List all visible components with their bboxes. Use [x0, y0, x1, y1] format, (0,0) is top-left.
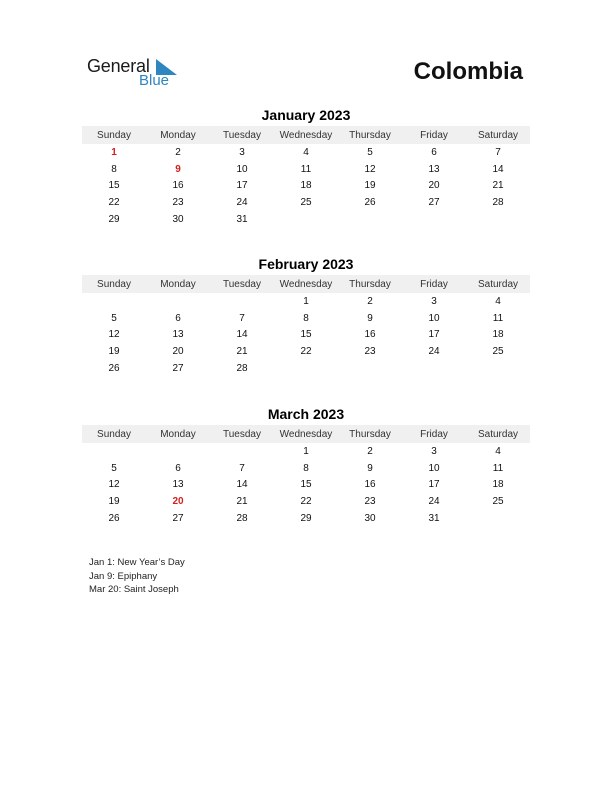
day-cell: 23	[172, 197, 184, 209]
day-cell: 11	[492, 462, 504, 474]
day-cell: 10	[428, 462, 440, 474]
day-cell: 25	[300, 197, 312, 209]
day-cell: 17	[428, 329, 440, 341]
week-row	[82, 161, 530, 178]
day-cell: 21	[492, 180, 504, 192]
logo-blue-text: Blue	[139, 72, 170, 89]
day-cell: 8	[303, 462, 309, 474]
week-row	[82, 211, 530, 228]
week-row	[82, 493, 530, 510]
weekday-label: Tuesday	[223, 428, 261, 440]
day-cell: 22	[300, 496, 312, 508]
logo	[87, 56, 187, 92]
day-cell: 30	[364, 513, 376, 525]
week-row	[82, 443, 530, 460]
month-calendar-january	[82, 106, 530, 228]
day-cell: 6	[431, 146, 437, 158]
day-cell: 16	[172, 180, 184, 192]
holiday-entry: Mar 20: Saint Joseph	[89, 584, 179, 595]
day-cell: 17	[428, 479, 440, 491]
weekday-label: Wednesday	[279, 129, 333, 141]
week-row	[82, 460, 530, 477]
day-cell: 11	[300, 163, 312, 175]
day-cell: 25	[492, 496, 504, 508]
day-cell: 12	[364, 163, 376, 175]
weekday-label: Tuesday	[223, 129, 261, 141]
day-cell: 12	[108, 479, 120, 491]
month-calendar-february	[82, 255, 530, 377]
day-cell: 18	[492, 329, 504, 341]
day-cell: 25	[492, 346, 504, 358]
week-row	[82, 310, 530, 327]
day-cell: 20	[428, 180, 440, 192]
day-cell: 3	[431, 445, 437, 457]
day-cell: 21	[236, 496, 248, 508]
day-cell: 7	[495, 146, 501, 158]
day-cell: 24	[428, 496, 440, 508]
day-cell: 12	[108, 329, 120, 341]
day-cell: 13	[172, 329, 184, 341]
week-row	[82, 510, 530, 527]
week-row	[82, 327, 530, 344]
week-row	[82, 194, 530, 211]
day-cell: 2	[367, 295, 373, 307]
week-row	[82, 144, 530, 161]
day-cell: 24	[428, 346, 440, 358]
day-cell: 18	[300, 180, 312, 192]
day-cell: 23	[364, 496, 376, 508]
weekday-label: Sunday	[97, 129, 131, 141]
day-cell: 14	[492, 163, 504, 175]
weekday-label: Saturday	[477, 428, 519, 440]
day-cell: 23	[364, 346, 376, 358]
holiday-day-cell: 20	[172, 496, 184, 508]
weekday-label: Saturday	[477, 129, 519, 141]
day-cell: 8	[303, 312, 309, 324]
weekday-label: Thursday	[349, 428, 391, 440]
day-cell: 7	[239, 312, 245, 324]
day-cell: 4	[303, 146, 309, 158]
day-cell: 18	[492, 479, 504, 491]
weekday-label: Friday	[420, 129, 448, 141]
weekday-label: Wednesday	[279, 278, 333, 290]
day-cell: 26	[364, 197, 376, 209]
day-cell: 16	[364, 479, 376, 491]
day-cell: 27	[172, 363, 184, 375]
day-cell: 3	[239, 146, 245, 158]
week-row	[82, 477, 530, 494]
day-cell: 13	[172, 479, 184, 491]
holiday-day-cell: 1	[111, 146, 117, 158]
weekday-label: Monday	[160, 428, 196, 440]
day-cell: 28	[492, 197, 504, 209]
country-title: Colombia	[413, 58, 523, 85]
weekday-label: Friday	[420, 278, 448, 290]
day-cell: 6	[175, 312, 181, 324]
day-cell: 19	[108, 496, 120, 508]
logo-general-text: General	[87, 56, 150, 76]
weekday-label: Tuesday	[223, 278, 261, 290]
day-cell: 14	[236, 329, 248, 341]
day-cell: 14	[236, 479, 248, 491]
holiday-entry: Jan 1: New Year’s Day	[89, 557, 185, 568]
day-cell: 28	[236, 513, 248, 525]
holiday-entry: Jan 9: Epiphany	[89, 570, 158, 582]
day-cell: 31	[428, 513, 440, 525]
day-cell: 29	[108, 214, 120, 226]
day-cell: 2	[175, 146, 181, 158]
day-cell: 27	[172, 513, 184, 525]
month-title: March 2023	[267, 406, 345, 422]
week-row	[82, 293, 530, 310]
day-cell: 1	[303, 445, 309, 457]
day-cell: 28	[236, 363, 248, 375]
weekday-header-row	[82, 126, 530, 144]
day-cell: 19	[364, 180, 376, 192]
day-cell: 21	[236, 346, 248, 358]
day-cell: 10	[428, 312, 440, 324]
weekday-header-row	[82, 275, 530, 293]
weekday-label: Saturday	[477, 278, 519, 290]
day-cell: 10	[236, 163, 248, 175]
weekday-label: Friday	[420, 428, 448, 440]
day-cell: 1	[303, 295, 309, 307]
day-cell: 16	[364, 329, 376, 341]
day-cell: 22	[108, 197, 120, 209]
day-cell: 9	[367, 312, 373, 324]
day-cell: 30	[172, 214, 184, 226]
day-cell: 9	[367, 462, 373, 474]
weekday-label: Monday	[160, 129, 196, 141]
week-row	[82, 343, 530, 360]
day-cell: 22	[300, 346, 312, 358]
day-cell: 3	[431, 295, 437, 307]
day-cell: 26	[108, 513, 120, 525]
day-cell: 4	[495, 445, 501, 457]
weekday-label: Thursday	[349, 278, 391, 290]
day-cell: 24	[236, 197, 248, 209]
month-calendar-march	[82, 405, 530, 527]
day-cell: 29	[300, 513, 312, 525]
weekday-label: Wednesday	[279, 428, 333, 440]
day-cell: 5	[111, 462, 117, 474]
day-cell: 6	[175, 462, 181, 474]
weekday-label: Thursday	[349, 129, 391, 141]
day-cell: 8	[111, 163, 117, 175]
weekday-label: Monday	[160, 278, 196, 290]
day-cell: 20	[172, 346, 184, 358]
day-cell: 31	[236, 214, 248, 226]
day-cell: 11	[492, 312, 504, 324]
day-cell: 26	[108, 363, 120, 375]
day-cell: 15	[300, 479, 312, 491]
month-title: February 2023	[258, 256, 354, 272]
day-cell: 2	[367, 445, 373, 457]
week-row	[82, 360, 530, 377]
day-cell: 27	[428, 197, 440, 209]
holiday-day-cell: 9	[175, 163, 181, 175]
day-cell: 5	[367, 146, 373, 158]
weekday-header-row	[82, 425, 530, 443]
day-cell: 7	[239, 462, 245, 474]
holiday-list	[89, 556, 185, 597]
day-cell: 5	[111, 312, 117, 324]
day-cell: 15	[300, 329, 312, 341]
month-title: January 2023	[261, 107, 351, 123]
day-cell: 17	[236, 180, 248, 192]
weekday-label: Sunday	[97, 278, 131, 290]
day-cell: 4	[495, 295, 501, 307]
day-cell: 13	[428, 163, 440, 175]
week-row	[82, 178, 530, 195]
day-cell: 19	[108, 346, 120, 358]
day-cell: 15	[108, 180, 120, 192]
weekday-label: Sunday	[97, 428, 131, 440]
